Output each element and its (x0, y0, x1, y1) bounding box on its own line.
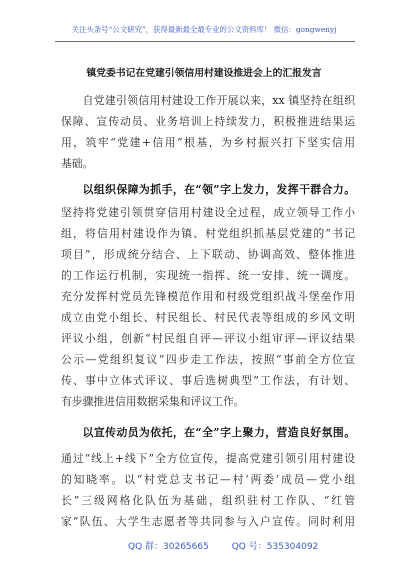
paragraph-line: 用，筑牢“党建+信用”根基，为乡村振兴打下坚实信用 (61, 136, 355, 149)
paragraph-line: 的知晓率。以“村党总支书记—村‘两委’成员—党小组 (61, 473, 355, 486)
paragraph-line: 基础。 (61, 157, 94, 170)
footer-contact (128, 540, 318, 554)
paragraph-line: 自党建引领信用村建设工作开展以来，xx 镇坚持在组织 (82, 94, 355, 107)
section-heading-organization (61, 179, 355, 200)
qq-group-text: QQ 群：30265665 (128, 542, 209, 552)
paragraph-line: 保障、宣传动员、业务培训上持续发力，积极推进结果运 (61, 115, 355, 128)
paragraph-line: 有步骤推进信用数据采集和评议工作。 (61, 395, 245, 408)
paragraph-line: 公示—党组织复议”四步走工作法，按照“事前全方位宣 (61, 353, 355, 366)
section-heading-publicity (61, 422, 355, 443)
paragraph-line: 通过“线上+线下”全方位宣传，提高党建引领引用村建设 (61, 452, 355, 465)
paragraph-line: 传、事中立体式评议、事后选树典型”工作法，有计划、 (61, 374, 355, 387)
section-paragraph-organization (61, 202, 355, 412)
paragraph-line: 成立由党小组长、村民组长、村民代表等组成的乡风文明 (61, 311, 355, 324)
document-body (61, 90, 355, 532)
qq-number-text: QQ 号：535304092 (231, 542, 319, 552)
paragraph-line: 坚持将党建引领贯穿信用村建设全过程，成立领导工作小 (61, 206, 355, 219)
paragraph-line: 项目”，形成统分结合、上下联动、协调高效、整体推进 (61, 248, 355, 261)
section-paragraph-publicity (61, 448, 355, 532)
paragraph-line: 家”队伍、大学生志愿者等共同参与入户宣传。同时利用 (61, 515, 355, 528)
paragraph-line: 的工作运行机制，实现统一指挥、统一安排、统一调度。 (61, 269, 355, 282)
header-divider (55, 41, 355, 42)
paragraph-line: 评议小组，创新“村民组自评—评议小组审评—评议结果 (61, 332, 355, 345)
paragraph-line: 充分发挥村党员先锋模范作用和村级党组织战斗堡垒作用 (61, 290, 355, 303)
paragraph-line: 组，将信用村建设作为镇、村党组织抓基层党建的“书记 (61, 227, 355, 240)
section-heading-text: 以宣传动员为依托，在“全”字上聚力，营造良好氛围。 (82, 426, 355, 439)
document-title: 镇党委书记在党建引领信用村建设推进会上的汇报发言 (86, 68, 322, 79)
section-heading-text: 以组织保障为抓手，在“领”字上发力，发挥干群合力。 (82, 183, 355, 196)
paragraph-line: 长”三级网格化队伍为基础，组织驻村工作队、“红管 (61, 494, 355, 507)
intro-paragraph (61, 90, 355, 174)
header-promo-text: 关注头条号“公文研究”，获得最新最全最专业的公文资料库！ 微信：gongwenyj (71, 25, 337, 34)
